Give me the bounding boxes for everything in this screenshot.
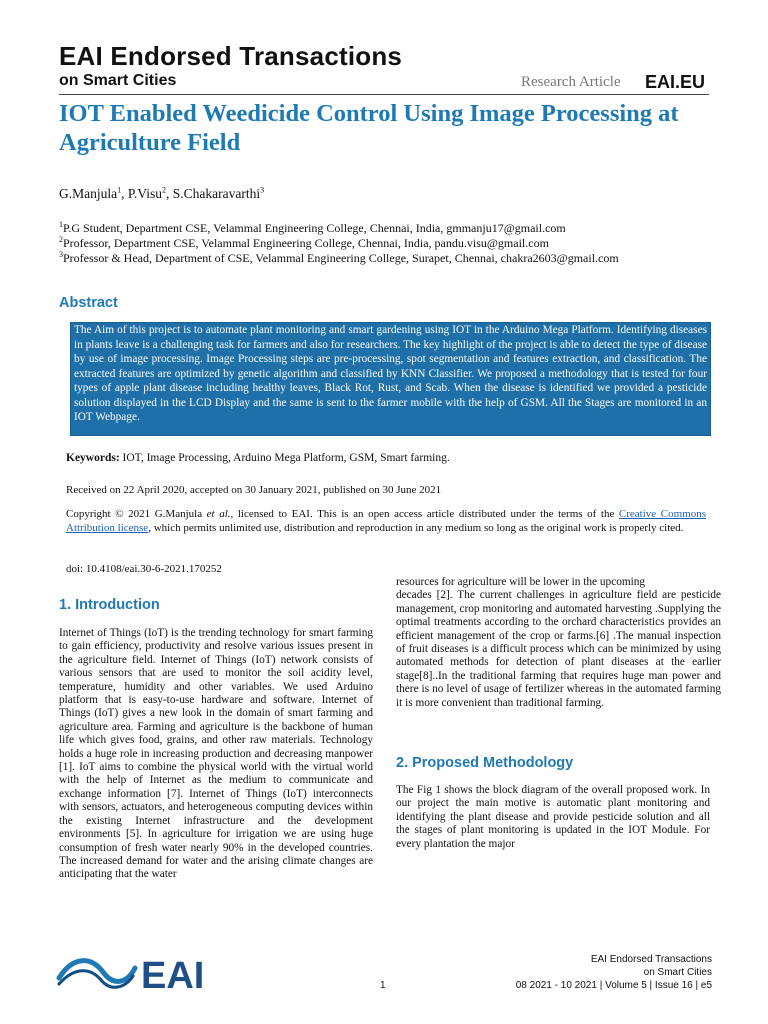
author-list: [59, 186, 264, 202]
received-dates: Received on 22 April 2020, accepted on 30 January 2021, published on 30 June 2021: [66, 484, 442, 496]
keywords: [66, 452, 450, 464]
introduction-continued-text: decades [2]. The current challenges in agriculture field are pesticide management, crop monitoring and automated harvesting .Supplying the optimal treatments according to the orchard characteristics provides an efficient management of the crop or farms.[6] .The manual inspection of fruit diseases is a difficult process which can be minimized by using automated methods for detection of plant diseases at the earlier stage[8]..In the traditional farming that requires huge man power and there is no level of usage of fertilizer whereas in the automated farming it is more convenient than traditional farming.: [396, 589, 721, 709]
abstract-heading: Abstract: [59, 295, 118, 311]
paper-title: IOT Enabled Weedicide Control Using Image Processing at Agriculture Field: [59, 100, 679, 156]
footer-journal-line-1: EAI Endorsed Transactions: [590, 954, 712, 965]
keywords-text: IOT, Image Processing, Arduino Mega Platform, GSM, Smart farming.: [119, 452, 450, 464]
affiliation-2: $^2$Professor, Department CSE, Velammal Engineering College, Chennai, India, pandu.visu@gmail.com: [59, 235, 549, 250]
copyright-notice: Copyright © 2021 G.Manjula et al., licensed to EAI. This is an open access article distributed under the terms of the Creative Commons Attribution license, which permits unlimited use, distribution and reproduction in any medium so long as the original work is properly cited.: [66, 508, 706, 534]
author-1: G.Manjula$^1$,: [59, 185, 128, 201]
author-2: P.Visu$^2$,: [127, 185, 173, 201]
license-link[interactable]: Creative Commons Attribution license: [66, 508, 706, 534]
publisher-link[interactable]: EAI.EU: [645, 72, 706, 92]
introduction-text: Internet of Things (IoT) is the trending technology for smart farming to gain efficiency, productivity and resolve various issues present in the agriculture field. Internet of Things (IoT) network consists of various sensors that are used to monitor the soil acidity level, temperature, humidity and other variables. We used Arduino platform that is easy-to-use hardware and software. Internet of Things (IoT) gives a new look in the domain of smart farming and agriculture area. Farming and agriculture is the backbone of human life which gives food, grains, and other raw materials. Technology holds a huge role in increasing production and decreasing manpower [1]. IoT aims to combine the physical world with the virtual world with the help of Internet as the medium to communicate and exchange information [7]. Internet of Things (IoT) interconnects with sensors, actuators, and heterogeneous computing devices within the existing Internet infrastructure and the development environments [5]. In agriculture for irrigation we are using huge consumption of fresh water nearly 90% in the developed countries. The increased demand for water and the arising climate changes are anticipating that the water: [59, 627, 373, 881]
introduction-heading: 1. Introduction: [59, 597, 160, 613]
footer-journal-line-2: on Smart Cities: [643, 967, 712, 978]
affiliation-3: $^3$Professor & Head, Department of CSE, Velammal Engineering College, Surapet, Chennai, chakra2603@gmail.com: [59, 250, 619, 265]
affiliation-list: [59, 221, 719, 266]
introduction-continued: [396, 576, 721, 710]
abstract-text: The Aim of this project is to automate plant monitoring and smart gardening using IOT in the Arduino Mega Platform. Identifying diseases in plants leave is a challenging task for farmers and also for researchers. The key highlight of the project is able to detect the type of disease by use of image processing. Image Processing steps are pre-processing, spot segmentation and features extraction, and classification. The extracted features are optimized by genetic algorithm and classified by KNN Classifier. We proposed a methodology that is tested for four types of apple plant disease including healthy leaves, Black Rot, Rust, and Scab. When the disease is identified we provided a pesticide solution displayed in the LCD Display and the same is sent to the farmer mobile with the help of GSM. All the Stages are monitored in an IOT Webpage.: [70, 322, 711, 436]
logo-text: EAI: [141, 955, 205, 996]
header-divider: [59, 94, 709, 95]
footer-journal-info: [516, 953, 712, 992]
methodology-heading: 2. Proposed Methodology: [396, 755, 574, 771]
doi: doi: 10.4108/eai.30-6-2021.170252: [66, 563, 222, 575]
page-number: 1: [380, 980, 386, 991]
journal-title: EAI Endorsed Transactions: [59, 41, 403, 71]
journal-subtitle: on Smart Cities: [59, 72, 177, 89]
keywords-label: Keywords:: [66, 452, 120, 464]
methodology-text: The Fig 1 shows the block diagram of the overall proposed work. In our project the main motive is automatic plant monitoring and identifying the plant disease and provide pesticide solution and all the stages of plant monitoring is updated in the IOT Module. For every plantation the major: [396, 784, 710, 850]
eai-logo: [55, 948, 215, 996]
author-3: S.Chakaravarthi$^3$: [172, 185, 265, 201]
introduction-continued-first-line: resources for agriculture will be lower in the upcoming: [396, 576, 646, 588]
article-type: Research Article: [521, 74, 621, 90]
affiliation-1: $^1$P.G Student, Department CSE, Velammal Engineering College, Chennai, India, gmmanju17@gmail.com: [59, 220, 566, 235]
footer-issue-line: 08 2021 - 10 2021 | Volume 5 | Issue 16 | e5: [515, 980, 712, 991]
